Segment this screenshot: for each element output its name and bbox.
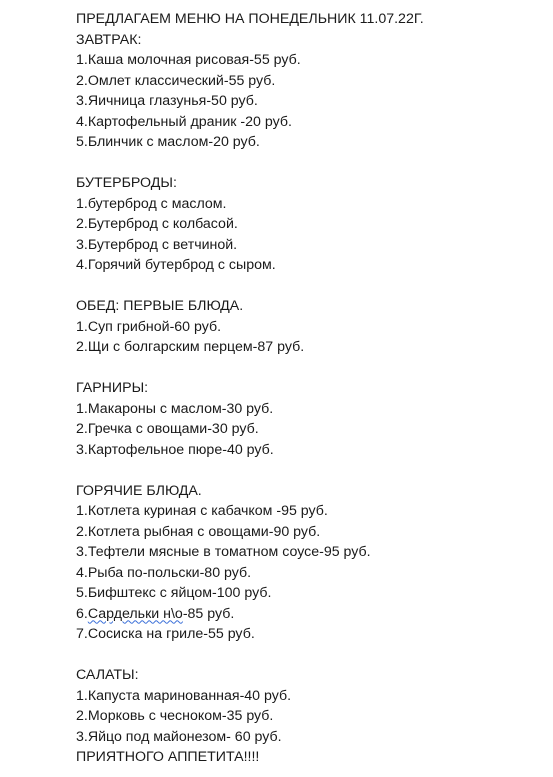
sandwich-item: 1.бутерброд с маслом. [76,195,227,212]
side-item: 3.Картофельное пюре-40 руб. [76,441,274,458]
breakfast-item: 2.Омлет классический-55 руб. [76,72,276,89]
menu-title: ПРЕДЛАГАЕМ МЕНЮ НА ПОНЕДЕЛЬНИК 11.07.22Г. [76,11,424,27]
hot-dish-item: 1.Котлета куриная с кабачком -95 руб. [76,503,328,519]
lunch-heading: ОБЕД: ПЕРВЫЕ БЛЮДА. [76,298,244,314]
hot-dishes-heading: ГОРЯЧИЕ БЛЮДА. [76,482,202,499]
breakfast-item: 4.Картофельный драник -20 руб. [76,113,292,130]
sandwich-item: 4.Горячий бутерброд с сыром. [76,257,276,273]
hot-dish-item: 3.Тефтели мясные в томатном соусе-95 руб. [76,544,371,560]
salad-item: 3.Яйцо под майонезом- 60 руб. [76,728,282,745]
side-item: 2.Гречка с овощами-30 руб. [76,421,259,437]
salad-item: 1.Капуста маринованная-40 руб. [76,687,292,704]
sides-heading: ГАРНИРЫ: [76,380,149,396]
hot-dish-item [76,604,546,625]
hot-dish-item: 5.Бифштекс с яйцом-100 руб. [76,585,272,601]
empty-line [76,460,546,481]
empty-line [76,645,546,666]
hot-dish-item: 7.Сосиска на гриле-55 руб. [76,626,255,642]
hot-dish-item: 4.Рыба по-польски-80 руб. [76,564,252,581]
breakfast-item: 5.Блинчик с маслом-20 руб. [76,134,260,150]
salad-item: 2.Морковь с чесноком-35 руб. [76,708,274,724]
breakfast-item: 1.Каша молочная рисовая-55 руб. [76,52,301,68]
menu-document [76,9,546,768]
lunch-item: 1.Суп грибной-60 руб. [76,318,222,335]
hot-dish-item-price: -85 руб. [182,605,235,622]
breakfast-heading: ЗАВТРАК: [76,31,142,48]
sandwich-item: 3.Бутерброд с ветчиной. [76,236,238,253]
sandwich-item: 2.Бутерброд с колбасой. [76,216,238,232]
lunch-item: 2.Щи с болгарским перцем-87 руб. [76,339,305,355]
empty-line [76,358,546,379]
hot-dish-item: 2.Котлета рыбная с овощами-90 руб. [76,523,321,540]
hot-dish-item-number: 6. [76,605,88,622]
spellcheck-flagged-word[interactable]: Сардельки н\о [87,605,183,622]
empty-line [76,153,546,174]
salads-heading: САЛАТЫ: [76,667,139,683]
empty-line [76,276,546,297]
breakfast-item: 3.Яичница глазунья-50 руб. [76,93,258,109]
sandwiches-heading: БУТЕРБРОДЫ: [76,175,177,191]
side-item: 1.Макароны с маслом-30 руб. [76,400,274,417]
closing-line: ПРИЯТНОГО АППЕТИТА!!!! [76,749,260,765]
